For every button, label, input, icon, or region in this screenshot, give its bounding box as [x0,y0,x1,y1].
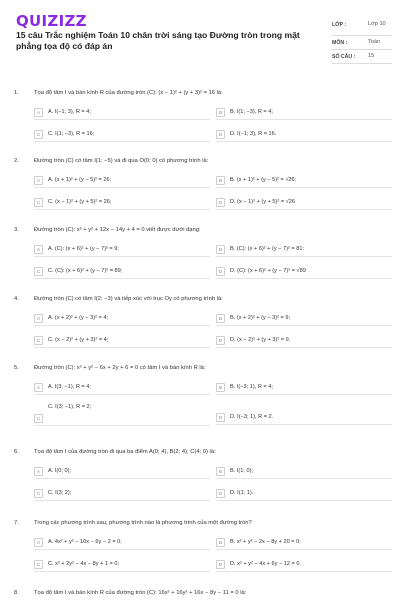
option-b[interactable] [216,465,392,479]
meta-label: MÔN : [332,39,348,46]
question-text: Tọa độ tâm I và bán kính R của đường tròn (C): (x − 1)² + (y + 3)² = 16 là: [34,90,223,96]
option-b[interactable] [216,536,392,550]
option-text: B. (x + 1)² + (y − 5)² = √26; [230,177,297,183]
option-d[interactable] [216,334,392,348]
option-text: D. (C): (x + 6)² + (y − 7)² = √89 [230,268,306,274]
option-letter-box: A [34,467,43,476]
option-text: B. I(−3; 1), R = 4; [230,384,273,390]
option-b[interactable] [216,312,392,326]
option-b[interactable] [216,174,392,188]
option-text: A. (x + 2)² + (y − 3)² = 4; [48,315,108,321]
meta-table [332,14,392,64]
option-a[interactable] [34,312,210,326]
option-letter-box: D [216,560,225,569]
option-letter-box: D [216,130,225,139]
option-text: C. (x − 1)² + (y + 5)² = 26; [48,199,112,205]
meta-row-subject [332,36,392,50]
option-text: C. (x − 2)² + (y + 3)² = 4; [48,337,109,343]
option-b[interactable] [216,243,392,257]
option-letter-box: A [34,383,43,392]
question-number: 4. [14,296,19,302]
question-text: Đường tròn (C): x² + y² + 12x − 14y + 4 = 0 viết được dưới dạng: [34,227,201,233]
option-a[interactable] [34,106,210,120]
option-text: B. x² + y² − 2x − 8y + 20 = 0; [230,539,301,545]
option-a[interactable] [34,381,210,395]
option-letter-box: A [34,245,43,254]
option-letter-box: B [216,467,225,476]
option-letter-box: D [216,489,225,498]
option-text: A. I(−1; 3), R = 4; [48,109,91,115]
option-text: B. (C): (x + 6)² + (y − 7)² = 81; [230,246,304,252]
option-d[interactable] [216,558,392,572]
option-letter-box: A [34,176,43,185]
option-letter-box: A [34,108,43,117]
option-text: D. (x − 1)² + (y + 5)² = √26 [230,199,295,205]
meta-row-count [332,50,392,64]
page-title: 15 câu Trắc nghiệm Toán 10 chân trời sáng tạo Đường tròn trong mặt phẳng tọa độ có đáp án [16,30,300,51]
meta-row-class [332,14,392,36]
meta-label: LỚP : [332,21,347,28]
option-letter-box: C [34,414,43,423]
question-number: 6. [14,449,19,455]
option-c[interactable] [34,402,210,426]
question-number: 7. [14,520,19,526]
question-text: Đường tròn (C) có tâm I(1; −5) và đi qua O(0; 0) có phương trình là: [34,158,209,164]
option-letter-box: A [34,538,43,547]
meta-value: 15 [368,53,375,59]
option-text: D. x² + y² − 4x + 6y − 12 = 0. [230,561,302,567]
question-text: Đường tròn (C): x² + y² − 6x + 2y + 6 = 0 có tâm I và bán kính R là: [34,365,206,371]
option-d[interactable] [216,128,392,142]
option-text: C. (C): (x + 6)² + (y − 7)² = 89; [48,268,123,274]
option-c[interactable] [34,334,210,348]
question-text: Trong các phương trình sau, phương trình nào là phương trình của một đường tròn? [34,520,252,526]
question-text: Tọa độ tâm I của đường tròn đi qua ba điểm A(0; 4), B(2; 4), C(4; 0) là: [34,449,216,455]
question-text: Tọa độ tâm I và bán kính R của đường tròn (C): 16x² + 16y² + 16x − 8y − 11 = 0 là: [34,590,247,596]
option-letter-box: D [216,336,225,345]
option-b[interactable] [216,381,392,395]
option-a[interactable] [34,174,210,188]
question-number: 5. [14,365,19,371]
meta-value: Lớp 10 [368,21,386,27]
question-number: 3. [14,227,19,233]
option-letter-box: C [34,267,43,276]
option-letter-box: B [216,538,225,547]
option-letter-box: D [216,267,225,276]
option-c[interactable] [34,265,210,279]
option-a[interactable] [34,536,210,550]
meta-value: Toán [368,39,381,45]
option-letter-box: C [34,489,43,498]
option-text: D. I(−3; 1), R = 2. [230,414,274,420]
option-letter-box: C [34,130,43,139]
option-c[interactable] [34,558,210,572]
option-letter-box: A [34,314,43,323]
worksheet-header [0,0,400,80]
question-number: 2. [14,158,19,164]
option-text: D. (x − 2)² + (y + 3)² = 9. [230,337,291,343]
option-letter-box: D [216,413,225,422]
option-text: A. (x + 1)² + (y − 5)² = 26; [48,177,112,183]
option-text: D. I(1; 1). [230,490,254,496]
option-text: A. (C): (x + 6)² + (y − 7)² = 9; [48,246,119,252]
option-text: C. I(3; 2); [48,490,72,496]
option-text: A. I(3; −1), R = 4; [48,384,91,390]
option-c[interactable] [34,128,210,142]
question-text: Đường tròn (C) có tâm I(2; −3) và tiếp xúc với trục Oy có phương trình là: [34,296,223,302]
option-text: A. I(0; 0); [48,468,72,474]
option-letter-box: D [216,198,225,207]
option-letter-box: B [216,245,225,254]
option-text: C. I(3; −1), R = 2; [48,404,92,410]
quizizz-logo: QUIZIZZ [16,12,87,30]
option-d[interactable] [216,196,392,210]
option-c[interactable] [34,487,210,501]
question-number: 1. [14,90,19,96]
option-text: D. I(−1; 3), R = 16. [230,131,277,137]
question-number: 8. [14,590,19,596]
option-letter-box: C [34,560,43,569]
option-a[interactable] [34,243,210,257]
option-text: B. I(1; 0); [230,468,254,474]
option-d[interactable] [216,411,392,425]
option-letter-box: B [216,314,225,323]
option-letter-box: B [216,176,225,185]
option-letter-box: B [216,383,225,392]
option-text: C. x² + 2y² − 4x − 8y + 1 = 0; [48,561,120,567]
option-letter-box: C [34,336,43,345]
option-a[interactable] [34,465,210,479]
option-text: B. (x + 2)² + (y − 3)² = 9; [230,315,290,321]
option-text: A. 4x² + y² − 10x − 6y − 2 = 0; [48,539,122,545]
option-letter-box: B [216,108,225,117]
option-text: B. I(1; −3), R = 4; [230,109,273,115]
option-d[interactable] [216,265,392,279]
option-letter-box: C [34,198,43,207]
option-text: C. I(1; −3), R = 16; [48,131,95,137]
option-b[interactable] [216,106,392,120]
option-c[interactable] [34,196,210,210]
option-d[interactable] [216,487,392,501]
meta-label: SỐ CÂU : [332,53,356,60]
